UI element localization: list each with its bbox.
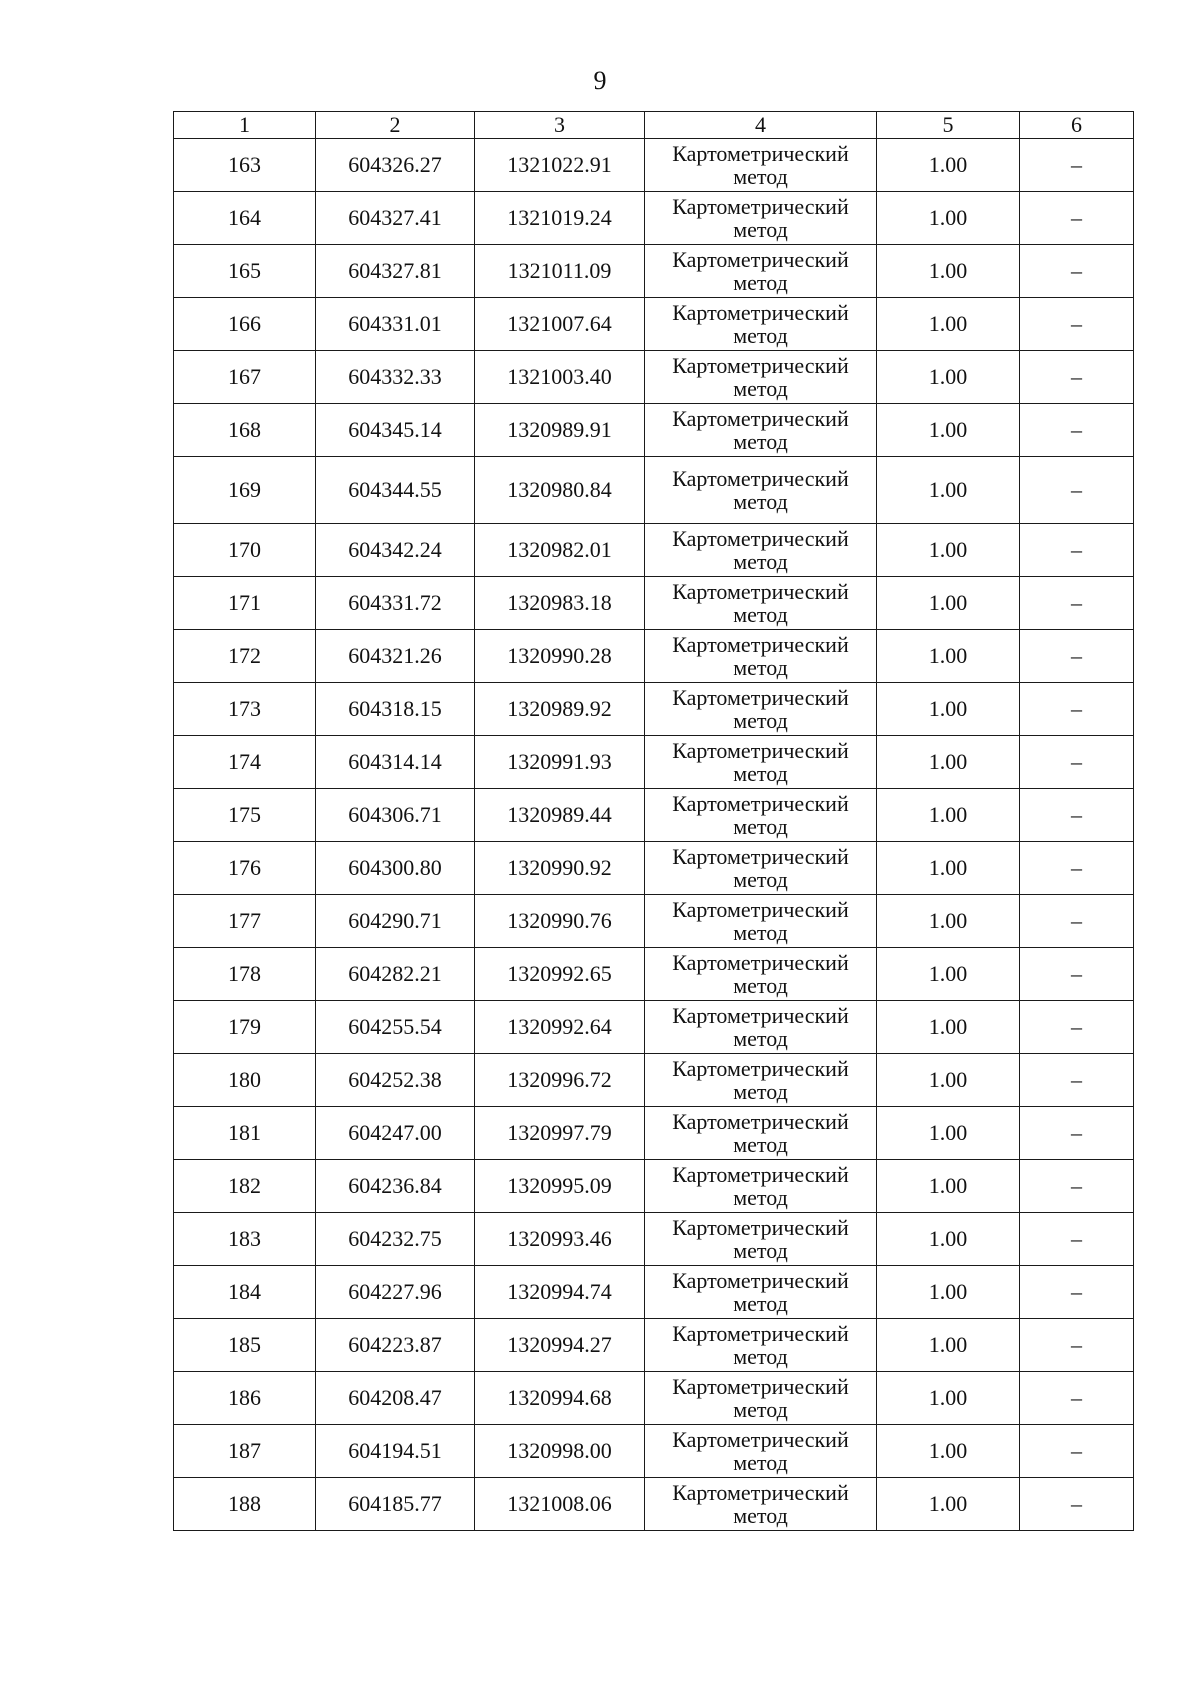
coord-y: 1321008.06 <box>475 1478 645 1531</box>
table-row <box>174 1425 1134 1478</box>
method-cell <box>645 842 877 895</box>
page-number: 9 <box>593 66 607 95</box>
point-number: 184 <box>174 1266 316 1319</box>
note-dash: – <box>1020 524 1134 577</box>
table-row <box>174 630 1134 683</box>
note-dash: – <box>1020 404 1134 457</box>
note-dash: – <box>1020 1319 1134 1372</box>
coord-x: 604247.00 <box>316 1107 475 1160</box>
method-line-2: метод <box>733 1397 788 1422</box>
coord-x: 604252.38 <box>316 1054 475 1107</box>
point-number: 188 <box>174 1478 316 1531</box>
point-number: 179 <box>174 1001 316 1054</box>
point-number: 170 <box>174 524 316 577</box>
method-line-2: метод <box>733 973 788 998</box>
note-dash: – <box>1020 895 1134 948</box>
coord-y: 1320990.92 <box>475 842 645 895</box>
method-cell <box>645 524 877 577</box>
accuracy-value: 1.00 <box>877 298 1020 351</box>
accuracy-value: 1.00 <box>877 404 1020 457</box>
method-cell <box>645 1372 877 1425</box>
table-row <box>174 351 1134 404</box>
table-row <box>174 192 1134 245</box>
accuracy-value: 1.00 <box>877 1054 1020 1107</box>
coord-x: 604236.84 <box>316 1160 475 1213</box>
method-line-2: метод <box>733 1132 788 1157</box>
table-row <box>174 1319 1134 1372</box>
table-row <box>174 298 1134 351</box>
point-number: 186 <box>174 1372 316 1425</box>
table-row <box>174 139 1134 192</box>
note-dash: – <box>1020 192 1134 245</box>
coord-x: 604306.71 <box>316 789 475 842</box>
method-line-1: Картометрический <box>672 466 849 491</box>
coord-x: 604282.21 <box>316 948 475 1001</box>
note-dash: – <box>1020 298 1134 351</box>
note-dash: – <box>1020 948 1134 1001</box>
method-cell <box>645 1107 877 1160</box>
table-row <box>174 245 1134 298</box>
table-row <box>174 1001 1134 1054</box>
coord-y: 1320997.79 <box>475 1107 645 1160</box>
point-number: 178 <box>174 948 316 1001</box>
coord-x: 604223.87 <box>316 1319 475 1372</box>
accuracy-value: 1.00 <box>877 948 1020 1001</box>
accuracy-value: 1.00 <box>877 1160 1020 1213</box>
note-dash: – <box>1020 139 1134 192</box>
method-line-2: метод <box>733 1291 788 1316</box>
coord-x: 604321.26 <box>316 630 475 683</box>
note-dash: – <box>1020 1001 1134 1054</box>
accuracy-value: 1.00 <box>877 245 1020 298</box>
coord-y: 1320995.09 <box>475 1160 645 1213</box>
accuracy-value: 1.00 <box>877 1266 1020 1319</box>
method-line-1: Картометрический <box>672 1215 849 1240</box>
method-line-2: метод <box>733 708 788 733</box>
accuracy-value: 1.00 <box>877 630 1020 683</box>
coord-y: 1320980.84 <box>475 457 645 524</box>
point-number: 187 <box>174 1425 316 1478</box>
accuracy-value: 1.00 <box>877 1372 1020 1425</box>
point-number: 163 <box>174 139 316 192</box>
method-line-1: Картометрический <box>672 141 849 166</box>
coord-y: 1320989.91 <box>475 404 645 457</box>
coord-y: 1320993.46 <box>475 1213 645 1266</box>
method-line-2: метод <box>733 1450 788 1475</box>
coord-x: 604327.81 <box>316 245 475 298</box>
method-cell <box>645 351 877 404</box>
coord-y: 1320990.28 <box>475 630 645 683</box>
note-dash: – <box>1020 1372 1134 1425</box>
coord-y: 1320996.72 <box>475 1054 645 1107</box>
note-dash: – <box>1020 1107 1134 1160</box>
coord-y: 1320989.44 <box>475 789 645 842</box>
coord-y: 1321003.40 <box>475 351 645 404</box>
point-number: 168 <box>174 404 316 457</box>
method-line-2: метод <box>733 655 788 680</box>
coord-x: 604344.55 <box>316 457 475 524</box>
coord-x: 604227.96 <box>316 1266 475 1319</box>
note-dash: – <box>1020 1054 1134 1107</box>
coord-x: 604194.51 <box>316 1425 475 1478</box>
method-line-2: метод <box>733 1079 788 1104</box>
coord-y: 1320982.01 <box>475 524 645 577</box>
method-line-1: Картометрический <box>672 632 849 657</box>
point-number: 181 <box>174 1107 316 1160</box>
point-number: 166 <box>174 298 316 351</box>
accuracy-value: 1.00 <box>877 1107 1020 1160</box>
accuracy-value: 1.00 <box>877 789 1020 842</box>
coord-x: 604318.15 <box>316 683 475 736</box>
coord-x: 604300.80 <box>316 842 475 895</box>
table-row <box>174 1107 1134 1160</box>
method-line-2: метод <box>733 376 788 401</box>
note-dash: – <box>1020 1478 1134 1531</box>
point-number: 171 <box>174 577 316 630</box>
method-cell <box>645 577 877 630</box>
method-line-2: метод <box>733 1185 788 1210</box>
coord-y: 1320990.76 <box>475 895 645 948</box>
coord-y: 1321022.91 <box>475 139 645 192</box>
point-number: 175 <box>174 789 316 842</box>
table-row <box>174 789 1134 842</box>
method-line-1: Картометрический <box>672 194 849 219</box>
header-col-5: 5 <box>877 112 1020 139</box>
method-cell <box>645 736 877 789</box>
method-cell <box>645 1478 877 1531</box>
header-col-1: 1 <box>174 112 316 139</box>
method-line-2: метод <box>733 270 788 295</box>
accuracy-value: 1.00 <box>877 736 1020 789</box>
table-row <box>174 1478 1134 1531</box>
header-row <box>174 112 1134 139</box>
accuracy-value: 1.00 <box>877 1213 1020 1266</box>
coord-x: 604326.27 <box>316 139 475 192</box>
method-line-1: Картометрический <box>672 844 849 869</box>
coord-y: 1320991.93 <box>475 736 645 789</box>
coord-x: 604332.33 <box>316 351 475 404</box>
accuracy-value: 1.00 <box>877 1001 1020 1054</box>
method-line-1: Картометрический <box>672 1003 849 1028</box>
point-number: 177 <box>174 895 316 948</box>
method-cell <box>645 789 877 842</box>
coord-y: 1320983.18 <box>475 577 645 630</box>
method-line-1: Картометрический <box>672 1056 849 1081</box>
point-number: 172 <box>174 630 316 683</box>
coord-y: 1320992.65 <box>475 948 645 1001</box>
coord-x: 604232.75 <box>316 1213 475 1266</box>
method-line-2: метод <box>733 867 788 892</box>
method-line-2: метод <box>733 1238 788 1263</box>
coord-y: 1320994.74 <box>475 1266 645 1319</box>
accuracy-value: 1.00 <box>877 895 1020 948</box>
method-line-1: Картометрический <box>672 950 849 975</box>
point-number: 185 <box>174 1319 316 1372</box>
point-number: 183 <box>174 1213 316 1266</box>
method-cell <box>645 895 877 948</box>
method-line-2: метод <box>733 164 788 189</box>
accuracy-value: 1.00 <box>877 1319 1020 1372</box>
method-cell <box>645 457 877 524</box>
table-row <box>174 1054 1134 1107</box>
coord-x: 604342.24 <box>316 524 475 577</box>
method-cell <box>645 404 877 457</box>
coord-x: 604255.54 <box>316 1001 475 1054</box>
accuracy-value: 1.00 <box>877 842 1020 895</box>
method-cell <box>645 1425 877 1478</box>
method-line-1: Картометрический <box>672 791 849 816</box>
coord-y: 1320994.68 <box>475 1372 645 1425</box>
note-dash: – <box>1020 1425 1134 1478</box>
coord-y: 1320992.64 <box>475 1001 645 1054</box>
method-cell <box>645 1266 877 1319</box>
table-row <box>174 457 1134 524</box>
table-row <box>174 948 1134 1001</box>
method-line-1: Картометрический <box>672 1268 849 1293</box>
table-row <box>174 1372 1134 1425</box>
method-line-1: Картометрический <box>672 526 849 551</box>
accuracy-value: 1.00 <box>877 683 1020 736</box>
coord-y: 1320994.27 <box>475 1319 645 1372</box>
coord-x: 604185.77 <box>316 1478 475 1531</box>
note-dash: – <box>1020 842 1134 895</box>
method-cell <box>645 1001 877 1054</box>
method-cell <box>645 1160 877 1213</box>
method-line-1: Картометрический <box>672 685 849 710</box>
note-dash: – <box>1020 351 1134 404</box>
point-number: 180 <box>174 1054 316 1107</box>
method-line-1: Картометрический <box>672 579 849 604</box>
method-line-2: метод <box>733 549 788 574</box>
point-number: 169 <box>174 457 316 524</box>
header-col-4: 4 <box>645 112 877 139</box>
method-line-1: Картометрический <box>672 247 849 272</box>
table-row <box>174 1160 1134 1213</box>
table-row <box>174 895 1134 948</box>
note-dash: – <box>1020 736 1134 789</box>
point-number: 164 <box>174 192 316 245</box>
method-line-1: Картометрический <box>672 353 849 378</box>
method-line-2: метод <box>733 920 788 945</box>
note-dash: – <box>1020 683 1134 736</box>
coord-y: 1321011.09 <box>475 245 645 298</box>
note-dash: – <box>1020 789 1134 842</box>
method-line-2: метод <box>733 489 788 514</box>
table-row <box>174 1266 1134 1319</box>
point-number: 182 <box>174 1160 316 1213</box>
method-cell <box>645 1319 877 1372</box>
coord-x: 604327.41 <box>316 192 475 245</box>
table-row <box>174 736 1134 789</box>
coord-x: 604290.71 <box>316 895 475 948</box>
method-line-2: метод <box>733 323 788 348</box>
method-line-1: Картометрический <box>672 1480 849 1505</box>
accuracy-value: 1.00 <box>877 192 1020 245</box>
accuracy-value: 1.00 <box>877 1478 1020 1531</box>
note-dash: – <box>1020 1213 1134 1266</box>
coord-x: 604314.14 <box>316 736 475 789</box>
method-cell <box>645 1054 877 1107</box>
note-dash: – <box>1020 577 1134 630</box>
coord-x: 604331.72 <box>316 577 475 630</box>
method-line-1: Картометрический <box>672 300 849 325</box>
method-cell <box>645 1213 877 1266</box>
table-row <box>174 842 1134 895</box>
coord-y: 1321019.24 <box>475 192 645 245</box>
method-line-1: Картометрический <box>672 738 849 763</box>
method-cell <box>645 245 877 298</box>
method-line-2: метод <box>733 602 788 627</box>
method-line-1: Картометрический <box>672 1374 849 1399</box>
method-line-2: метод <box>733 1026 788 1051</box>
point-number: 174 <box>174 736 316 789</box>
table-row <box>174 524 1134 577</box>
note-dash: – <box>1020 245 1134 298</box>
method-line-1: Картометрический <box>672 1321 849 1346</box>
table-row <box>174 577 1134 630</box>
point-number: 173 <box>174 683 316 736</box>
note-dash: – <box>1020 1266 1134 1319</box>
header-col-6: 6 <box>1020 112 1134 139</box>
coord-x: 604345.14 <box>316 404 475 457</box>
accuracy-value: 1.00 <box>877 524 1020 577</box>
method-cell <box>645 192 877 245</box>
note-dash: – <box>1020 457 1134 524</box>
accuracy-value: 1.00 <box>877 351 1020 404</box>
coord-y: 1320989.92 <box>475 683 645 736</box>
coord-x: 604331.01 <box>316 298 475 351</box>
method-line-2: метод <box>733 1344 788 1369</box>
method-cell <box>645 683 877 736</box>
method-cell <box>645 630 877 683</box>
note-dash: – <box>1020 630 1134 683</box>
method-line-1: Картометрический <box>672 406 849 431</box>
accuracy-value: 1.00 <box>877 577 1020 630</box>
method-line-1: Картометрический <box>672 897 849 922</box>
method-line-1: Картометрический <box>672 1109 849 1134</box>
point-number: 176 <box>174 842 316 895</box>
point-number: 167 <box>174 351 316 404</box>
accuracy-value: 1.00 <box>877 1425 1020 1478</box>
table-row <box>174 404 1134 457</box>
method-line-2: метод <box>733 814 788 839</box>
header-col-2: 2 <box>316 112 475 139</box>
coord-x: 604208.47 <box>316 1372 475 1425</box>
coord-y: 1320998.00 <box>475 1425 645 1478</box>
method-cell <box>645 139 877 192</box>
method-line-2: метод <box>733 761 788 786</box>
method-line-2: метод <box>733 1503 788 1528</box>
note-dash: – <box>1020 1160 1134 1213</box>
accuracy-value: 1.00 <box>877 457 1020 524</box>
point-number: 165 <box>174 245 316 298</box>
method-line-2: метод <box>733 217 788 242</box>
coordinates-table <box>173 111 1134 1531</box>
table-row <box>174 1213 1134 1266</box>
header-col-3: 3 <box>475 112 645 139</box>
method-cell <box>645 948 877 1001</box>
table-row <box>174 683 1134 736</box>
accuracy-value: 1.00 <box>877 139 1020 192</box>
table-body <box>174 139 1134 1531</box>
coord-y: 1321007.64 <box>475 298 645 351</box>
method-line-1: Картометрический <box>672 1162 849 1187</box>
method-line-2: метод <box>733 429 788 454</box>
method-line-1: Картометрический <box>672 1427 849 1452</box>
method-cell <box>645 298 877 351</box>
